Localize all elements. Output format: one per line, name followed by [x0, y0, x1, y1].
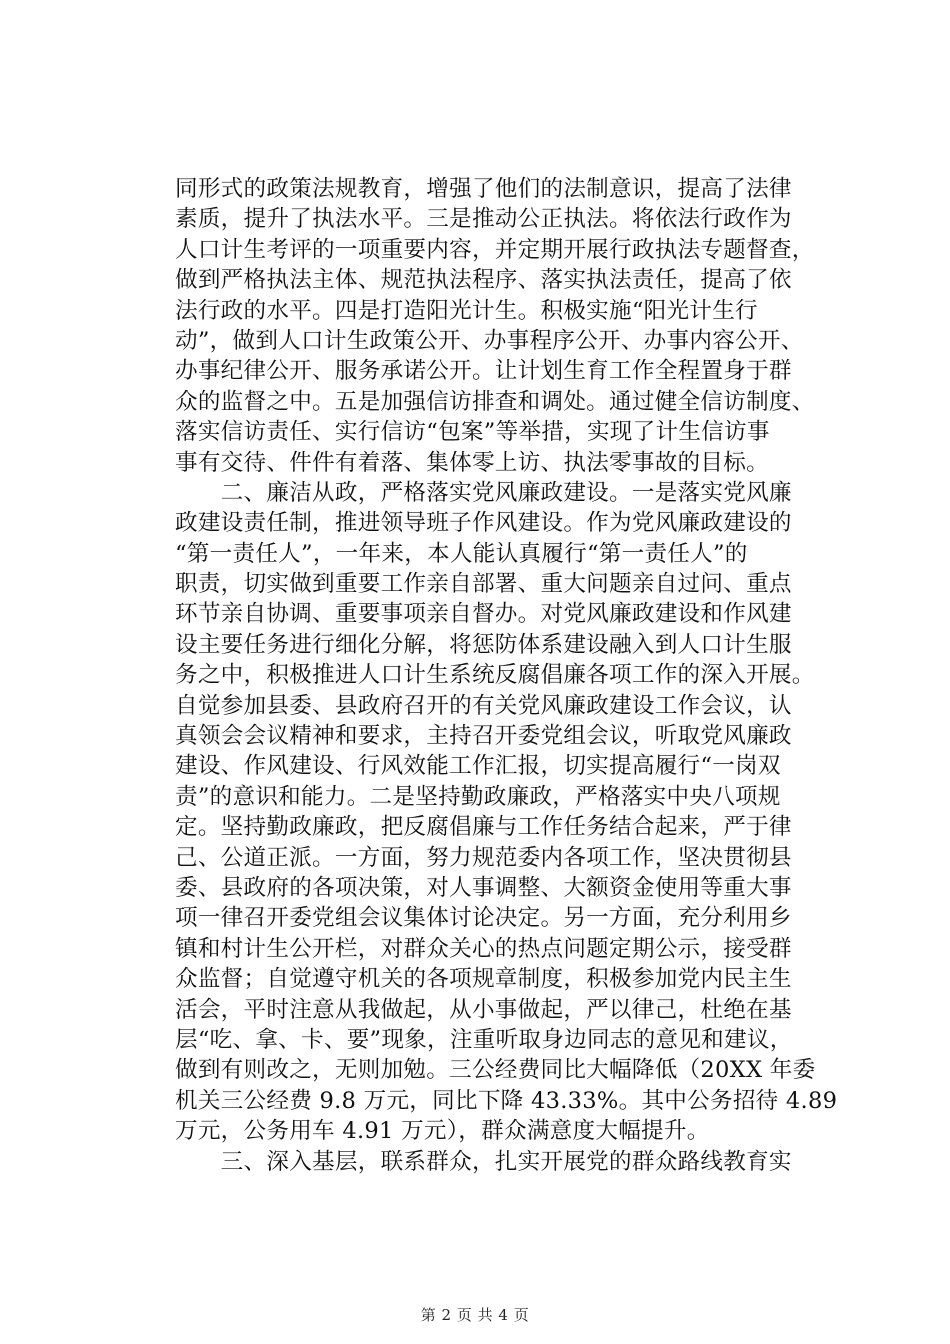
text-line: 项一律召开委党组会议集体讨论决定。另一方面，充分利用乡 — [175, 905, 792, 932]
text-line: 环节亲自协调、重要事项亲自督办。对党风廉政建设和作风建 — [175, 601, 792, 628]
text-line: 动”，做到人口计生政策公开、办事程序公开、办事内容公开、 — [175, 327, 804, 354]
text-line: 机关三公经费 9.8 万元，同比下降 43.33%。其中公务招待 4.89 — [175, 1087, 838, 1114]
text-line: 落实信访责任、实行信访“包案”等举措，实现了计生信访事 — [175, 419, 770, 446]
text-line: 层“吃、拿、卡、要”现象，注重听取身边同志的意见和建议， — [175, 1026, 793, 1053]
text-line: 事有交待、件件有着落、集体零上访、执法零事故的目标。 — [175, 449, 769, 476]
text-line: 己、公道正派。一方面，努力规范委内各项工作，坚决贯彻县 — [175, 844, 792, 871]
text-line: 万元，公务用车 4.91 万元），群众满意度大幅提升。 — [175, 1118, 710, 1145]
text-line: 责”的意识和能力。二是坚持勤政廉政，严格落实中央八项规 — [175, 783, 781, 810]
text-line: 众的监督之中。五是加强信访排查和调处。通过健全信访制度、 — [175, 388, 815, 415]
text-line: 众监督；自觉遵守机关的各项规章制度，积极参加党内民主生 — [175, 966, 792, 993]
page-number-footer: 第 2 页 共 4 页 — [420, 1306, 530, 1324]
text-line: 镇和村计生公开栏，对群众关心的热点问题定期公示，接受群 — [175, 935, 792, 962]
text-line: 人口计生考评的一项重要内容，并定期开展行政执法专题督查， — [175, 236, 815, 263]
text-line: 活会，平时注意从我做起，从小事做起，严以律己，杜绝在基 — [175, 996, 792, 1023]
text-line: 二、廉洁从政，严格落实党风廉政建设。一是落实党风廉 — [175, 479, 792, 506]
text-line: 建设、作风建设、行风效能工作汇报，切实提高履行“一岗双 — [175, 753, 781, 780]
text-line: 务之中，积极推进人口计生系统反腐倡廉各项工作的深入开展。 — [175, 662, 815, 689]
text-line: 三、深入基层，联系群众，扎实开展党的群众路线教育实 — [175, 1148, 792, 1175]
text-line: 职责，切实做到重要工作亲自部署、重大问题亲自过问、重点 — [175, 571, 792, 598]
text-line: 法行政的水平。四是打造阳光计生。积极实施“阳光计生行 — [175, 297, 758, 324]
text-line: 设主要任务进行细化分解，将惩防体系建设融入到人口计生服 — [175, 631, 792, 658]
text-line: 自觉参加县委、县政府召开的有关党风廉政建设工作会议，认 — [175, 692, 792, 719]
document-body — [175, 174, 855, 1177]
text-line: 政建设责任制，推进领导班子作风建设。作为党风廉政建设的 — [175, 510, 792, 537]
text-line: 做到有则改之，无则加勉。三公经费同比大幅降低（20XX 年委 — [175, 1057, 816, 1084]
text-line: 同形式的政策法规教育，增强了他们的法制意识，提高了法律 — [175, 176, 792, 202]
text-line: “第一责任人”，一年来，本人能认真履行“第一责任人”的 — [175, 540, 748, 567]
text-line: 办事纪律公开、服务承诺公开。让计划生育工作全程置身于群 — [175, 358, 792, 385]
text-line: 定。坚持勤政廉政，把反腐倡廉与工作任务结合起来，严于律 — [175, 814, 792, 841]
text-line: 真领会会议精神和要求，主持召开委党组会议，听取党风廉政 — [175, 723, 792, 750]
text-line: 素质，提升了执法水平。三是推动公正执法。将依法行政作为 — [175, 206, 792, 233]
text-line: 委、县政府的各项决策，对人事调整、大额资金使用等重大事 — [175, 874, 792, 901]
text-line: 做到严格执法主体、规范执法程序、落实执法责任，提高了依 — [175, 267, 792, 294]
